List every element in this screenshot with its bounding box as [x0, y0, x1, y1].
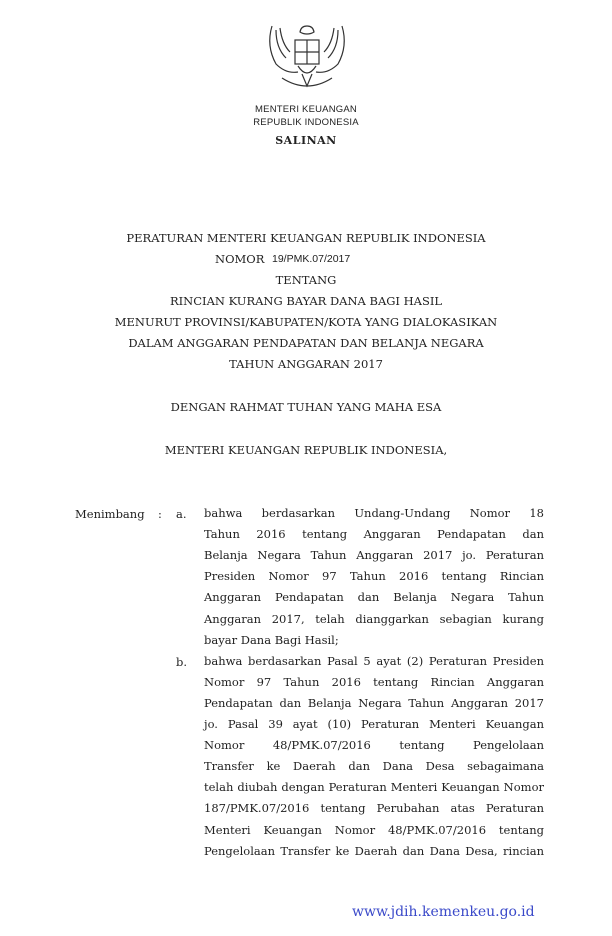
item-text-line: Anggaran Pendapatan dan Belanja Negara Tahun — [204, 590, 544, 605]
subject-line: RINCIAN KURANG BAYAR DANA BAGI HASIL — [169, 294, 443, 308]
item-text-line: Anggaran 2017, telah dianggarkan sebagian kurang — [204, 611, 544, 626]
item-text-line: Menteri Keuangan Nomor 48/PMK.07/2016 tentang — [204, 822, 544, 837]
item-line — [204, 609, 544, 630]
garuda-emblem-icon — [262, 18, 352, 100]
menimbang-colon: : — [158, 507, 162, 521]
item-line — [204, 545, 544, 566]
institution-line-2: REPUBLIK INDONESIA — [253, 117, 359, 128]
item-line — [204, 756, 544, 777]
nomor-label: NOMOR — [215, 252, 265, 266]
item-text-line: Presiden Nomor 97 Tahun 2016 tentang Rincian — [204, 569, 544, 584]
nomor-value: 19/PMK.07/2017 — [272, 253, 351, 265]
item-line — [204, 798, 544, 819]
item-text-line: bahwa berdasarkan Pasal 5 ayat (2) Peraturan Presiden — [204, 653, 544, 668]
item-text-line: jo. Pasal 39 ayat (10) Peraturan Menteri Keuangan — [204, 717, 544, 731]
item-line — [204, 566, 544, 587]
item-line — [204, 630, 544, 651]
item-text-line: Tahun 2016 tentang Anggaran Pendapatan dan — [204, 527, 544, 542]
item-line — [204, 714, 544, 735]
menimbang-label: Menimbang — [75, 507, 145, 521]
item-line — [204, 693, 544, 714]
item-text-line: Transfer ke Daerah dan Dana Desa sebagaimana — [204, 759, 544, 774]
institution-line-1: MENTERI KEUANGAN — [255, 104, 357, 115]
subject-line: TAHUN ANGGARAN 2017 — [229, 357, 383, 371]
tentang-heading: TENTANG — [275, 273, 337, 287]
item-line — [204, 503, 544, 524]
item-line — [204, 524, 544, 545]
item-line — [204, 587, 544, 608]
item-text-line: telah diubah dengan Peraturan Menteri Keuangan Nomor — [204, 780, 544, 795]
item-letter: a. — [176, 507, 187, 521]
item-line — [204, 841, 544, 862]
item-text-line: 187/PMK.07/2016 tentang Perubahan atas Peraturan — [204, 801, 544, 816]
salinan-stamp: SALINAN — [275, 134, 337, 147]
item-text-line: bayar Dana Bagi Hasil; — [204, 632, 339, 647]
jdih-link[interactable]: www.jdih.kemenkeu.go.id — [352, 904, 535, 920]
subject-line: DALAM ANGGARAN PENDAPATAN DAN BELANJA NEGARA — [128, 336, 484, 350]
subject-line: MENURUT PROVINSI/KABUPATEN/KOTA YANG DIALOKASIKAN — [114, 315, 498, 329]
regulation-title: PERATURAN MENTERI KEUANGAN REPUBLIK INDONESIA — [126, 231, 486, 245]
item-line — [204, 651, 544, 672]
invocation: DENGAN RAHMAT TUHAN YANG MAHA ESA — [170, 400, 442, 414]
item-text-line: Pengelolaan Transfer ke Daerah dan Dana Desa, rincian — [204, 843, 544, 858]
item-text-line: Pendapatan dan Belanja Negara Tahun Anggaran 2017 — [204, 695, 544, 710]
item-line — [204, 672, 544, 693]
item-text-line: Belanja Negara Tahun Anggaran 2017 jo. Peraturan — [204, 548, 544, 563]
item-text-line: Nomor 48/PMK.07/2016 tentang Pengelolaan — [204, 738, 544, 753]
item-line — [204, 820, 544, 841]
item-text-line: Nomor 97 Tahun 2016 tentang Rincian Anggaran — [204, 674, 544, 689]
item-text-line: bahwa berdasarkan Undang-Undang Nomor 18 — [204, 506, 544, 520]
authority: MENTERI KEUANGAN REPUBLIK INDONESIA, — [164, 443, 448, 457]
item-letter: b. — [176, 654, 188, 669]
item-line — [204, 735, 544, 756]
item-line — [204, 777, 544, 798]
